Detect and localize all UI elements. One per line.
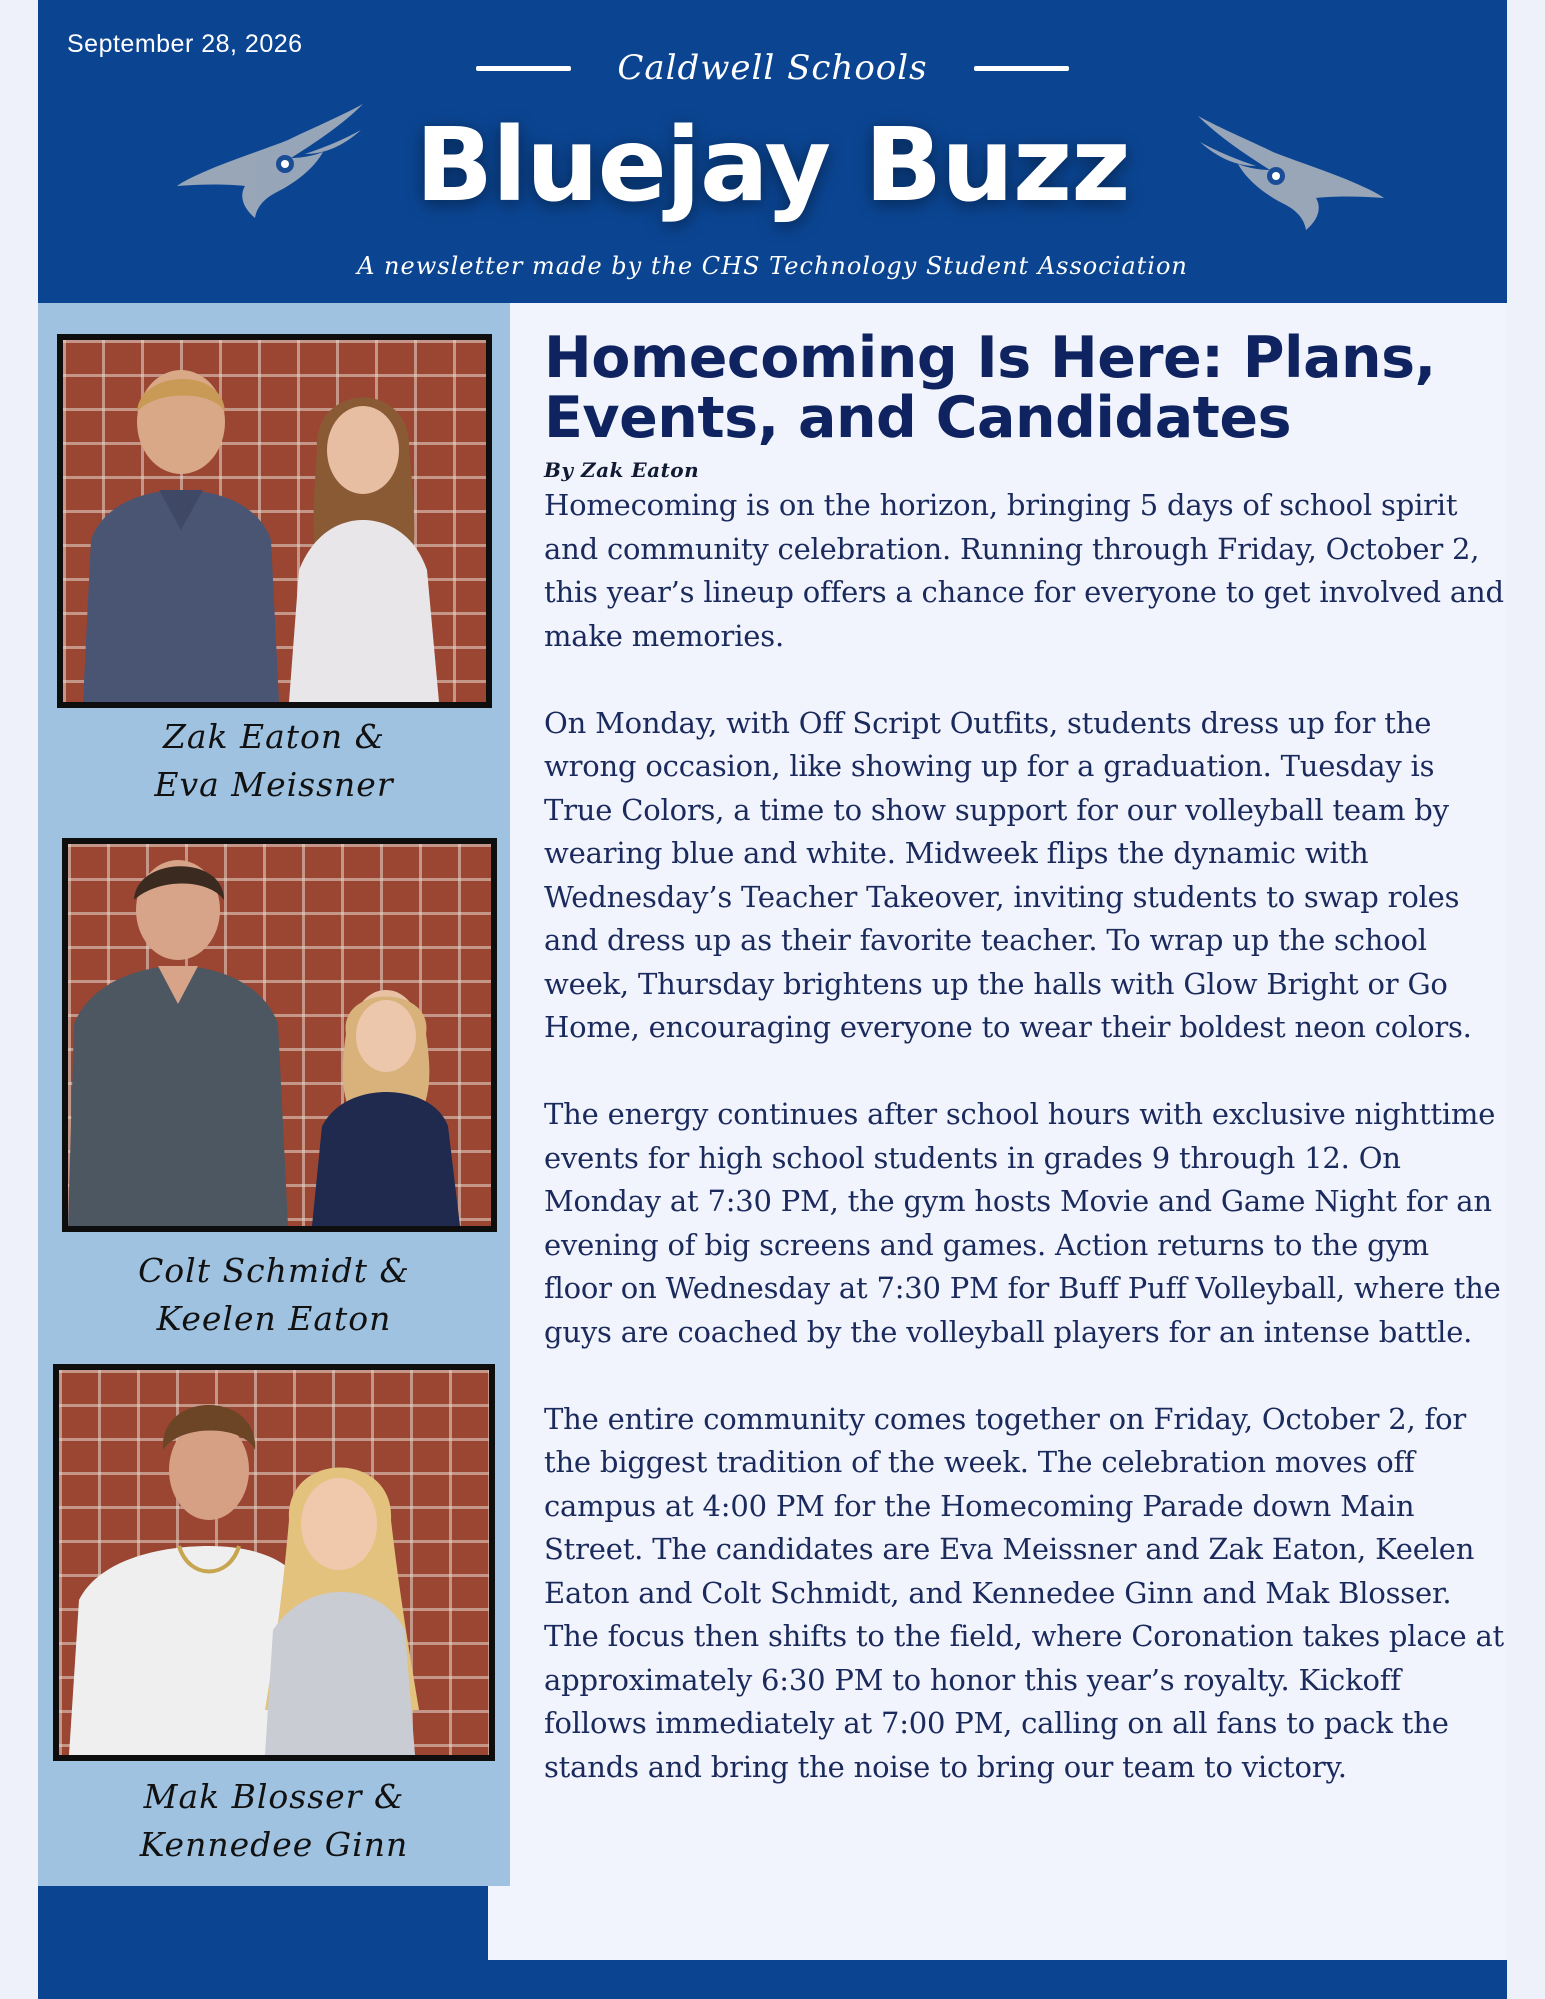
newsletter-page (38, 0, 1507, 1999)
article-byline: By Zak Eaton (544, 458, 700, 482)
masthead-header (38, 0, 1507, 303)
article-paragraph: Homecoming is on the horizon, bringing 5 days of school spirit and community celebration. Running through Friday, October 2, this year’s lineup offers a chance for everyone to get involved and make memories. (544, 488, 1504, 653)
newsletter-tagline: A newsletter made by the CHS Technology Student Association (357, 252, 1188, 280)
newsletter-title: Bluejay Buzz (415, 106, 1130, 225)
candidate-photo (53, 1364, 495, 1761)
footer-bar (488, 1960, 1507, 1999)
article-paragraph: The energy continues after school hours with exclusive nighttime events for high school students in grades 9 through 12. On Monday at 7:30 PM, the gym hosts Movie and Game Night for an evening of big screens and games. Action returns to the gym floor on Wednesday at 7:30 PM for Buff Puff Volleyball, where the guys are coached by the volleyball players for an intense battle. (544, 1097, 1501, 1349)
photo-caption: Mak Blosser & Kennedee Ginn (139, 1777, 409, 1864)
footer-block (38, 1886, 488, 1999)
photo-caption: Colt Schmidt & Keelen Eaton (138, 1251, 410, 1338)
issue-date: September 28, 2026 (67, 30, 303, 58)
candidate-photo-sidebar (38, 303, 510, 1886)
article (544, 325, 1505, 1833)
candidate-photo (62, 838, 497, 1232)
bluejay-logo-icon (1193, 112, 1388, 242)
article-paragraph: The entire community comes together on Friday, October 2, for the biggest tradition of the week. The celebration moves off campus at 4:00 PM for the Homecoming Parade down Main Street. The candidates are Eva Meissner and Zak Eaton, Keelen Eaton and Colt Schmidt, and Kennedee Ginn and Mak Blosser. The focus then shifts to the field, where Coronation takes place at approximately 6:30 PM to honor this year’s royalty. Kickoff follows immediately at 7:00 PM, calling on all fans to pack the stands and bring the noise to bring our team to victory. (544, 1401, 1505, 1784)
school-line (38, 46, 1507, 90)
candidate-photo (57, 334, 492, 708)
article-paragraph: On Monday, with Off Script Outfits, students dress up for the wrong occasion, like showing up for a graduation. Tuesday is True Colors, a time to show support for our volleyball team by wearing blue and white. Midweek flips the dynamic with Wednesday’s Teacher Takeover, inviting students to swap roles and dress up as their favorite teacher. To wrap up the school week, Thursday brightens up the halls with Glow Bright or Go Home, encouraging everyone to wear their boldest neon colors. (544, 705, 1472, 1044)
school-name: Caldwell Schools (617, 48, 928, 88)
photo-caption: Zak Eaton & Eva Meissner (154, 717, 394, 804)
divider-left (476, 66, 571, 71)
article-headline: Homecoming Is Here: Plans, Events, and Candidates (544, 325, 1436, 451)
divider-right (974, 66, 1069, 71)
